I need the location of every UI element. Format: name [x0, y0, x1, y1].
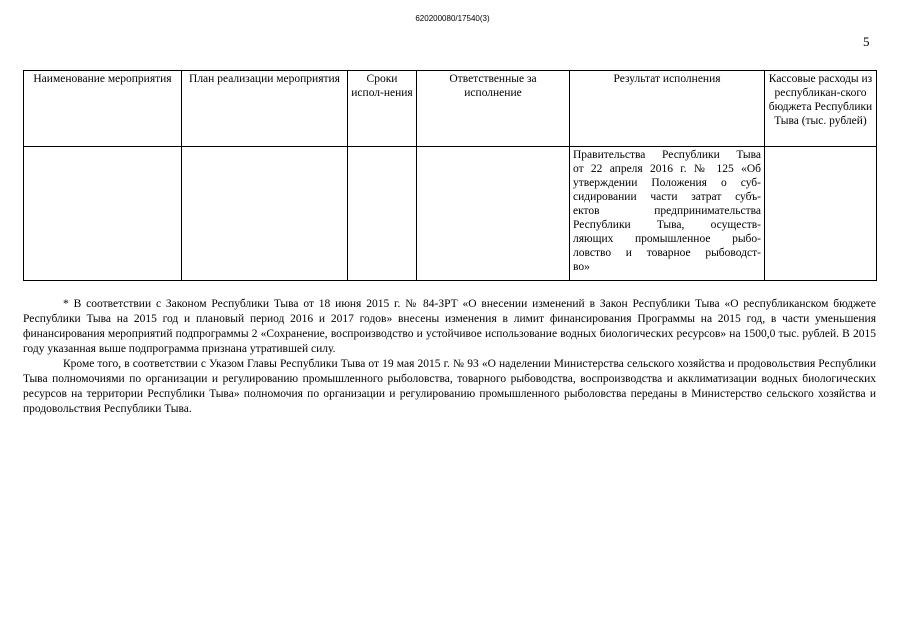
- result-line: ловство и товарное рыбоводст-: [573, 247, 761, 259]
- result-line: ектов предпринимательства: [573, 205, 761, 217]
- cell-deadlines: [348, 147, 417, 281]
- header-deadlines: Сроки испол-нения: [348, 71, 417, 147]
- header-result: Результат исполнения: [570, 71, 765, 147]
- result-line: от 22 апреля 2016 г. № 125 «Об: [573, 163, 761, 175]
- result-line: утверждении Положения о суб-: [573, 177, 761, 189]
- result-line: Правительства Республики Тыва: [573, 149, 761, 161]
- footnote-paragraph: Кроме того, в соответствии с Указом Главы Республики Тыва от 19 мая 2015 г. № 93 «О наделении Министерства сельского хозяйства и продовольствия Республики Тыва полномочиями по организации и регулированию промышленного рыболовства, товарного рыбоводства, воспроизводства и акклиматизации водных биологических ресурсов на территории Республики Тыва» полномочия по организации и регулированию промышленного рыболовства переданы в Министерство сельского хозяйства и продовольствия Республики Тыва.: [23, 358, 876, 415]
- header-responsible: Ответственные за исполнение: [417, 71, 570, 147]
- header-measure-name: Наименование мероприятия: [24, 71, 182, 147]
- cell-responsible: [417, 147, 570, 281]
- result-line: Республики Тыва, осуществ-: [573, 219, 761, 231]
- footnotes: [23, 297, 876, 417]
- footnote-paragraph: * В соответствии с Законом Республики Тыва от 18 июня 2015 г. № 84-ЗРТ «О внесении изменений в Закон Республики Тыва «О республиканском бюджете Республики Тыва на 2015 год и плановый период 2016 и 2017 годов» внесены изменения в лимит финансирования Программы на 2015 год, в части уменьшения финансирования мероприятий подпрограммы 2 «Сохранение, воспроизводство и устойчивое использование водных биологических ресурсов» на 1500,0 тыс. рублей. В 2015 году указанная выше подпрограмма признана утратившей силу.: [23, 298, 876, 355]
- result-line: ляющих промышленное рыбо-: [573, 233, 761, 245]
- table-row: [24, 147, 877, 281]
- page-number: 5: [863, 34, 870, 49]
- header-implementation-plan: План реализации мероприятия: [182, 71, 348, 147]
- table-header-row: [24, 71, 877, 147]
- cell-implementation-plan: [182, 147, 348, 281]
- result-line: сидировании части затрат субъ-: [573, 191, 761, 203]
- result-line: во»: [573, 261, 590, 273]
- cell-result: [570, 147, 765, 281]
- header-cash-expenses: Кассовые расходы из республикан-ского бюджета Республики Тыва (тыс. рублей): [765, 71, 877, 147]
- document-code: 620200080/17540(3): [415, 14, 490, 23]
- cell-cash-expenses: [765, 147, 877, 281]
- cell-measure-name: [24, 147, 182, 281]
- measures-table: [23, 70, 877, 281]
